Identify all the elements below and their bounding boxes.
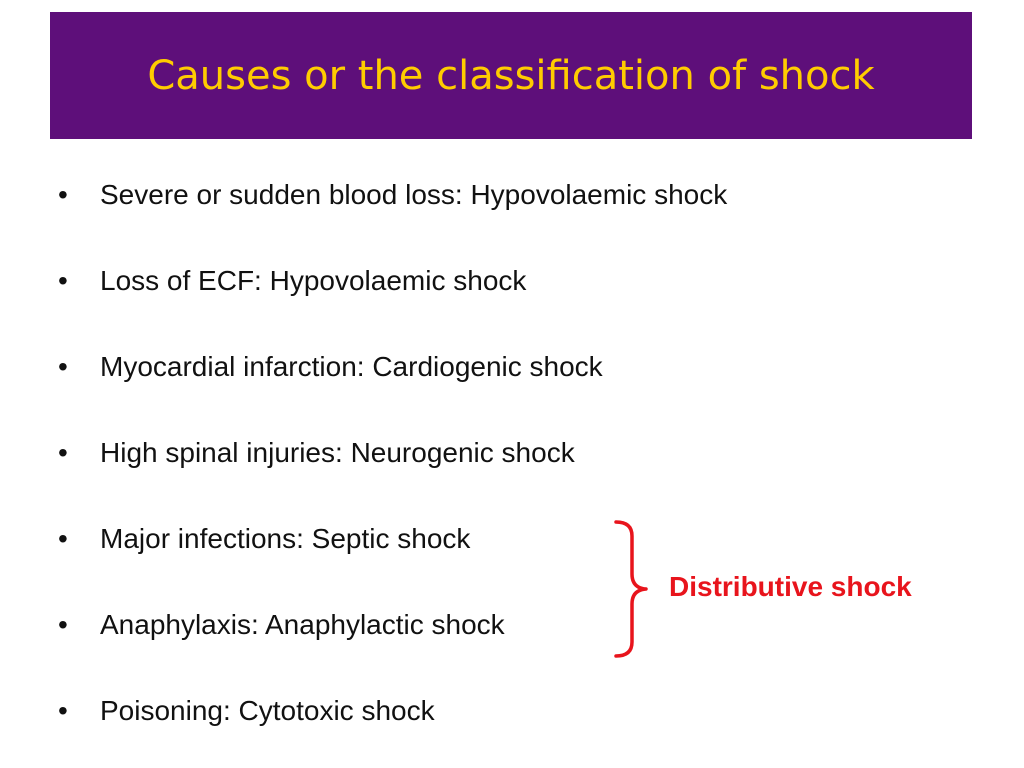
bullet-text: Poisoning: Cytotoxic shock: [100, 695, 435, 726]
bullet-icon: •: [58, 523, 68, 554]
bullet-text: Anaphylaxis: Anaphylactic shock: [100, 609, 505, 640]
bullet-text: Major infections: Septic shock: [100, 523, 471, 554]
bullet-icon: •: [58, 265, 68, 296]
bullet-text: Myocardial infarction: Cardiogenic shock: [100, 351, 603, 382]
bullet-text: High spinal injuries: Neurogenic shock: [100, 437, 575, 468]
right-curly-brace-icon: [612, 518, 648, 660]
title-bar: [50, 12, 972, 139]
bullet-icon: •: [58, 695, 68, 726]
bullet-icon: •: [58, 437, 68, 468]
bullet-icon: •: [58, 179, 68, 210]
bullet-text: Loss of ECF: Hypovolaemic shock: [100, 265, 527, 296]
bullet-icon: •: [58, 609, 68, 640]
distributive-shock-label: Distributive shock: [669, 571, 912, 602]
slide-title: Causes or the classification of shock: [147, 52, 875, 99]
bullet-icon: •: [58, 351, 68, 382]
bullet-text: Severe or sudden blood loss: Hypovolaemic shock: [100, 179, 728, 210]
